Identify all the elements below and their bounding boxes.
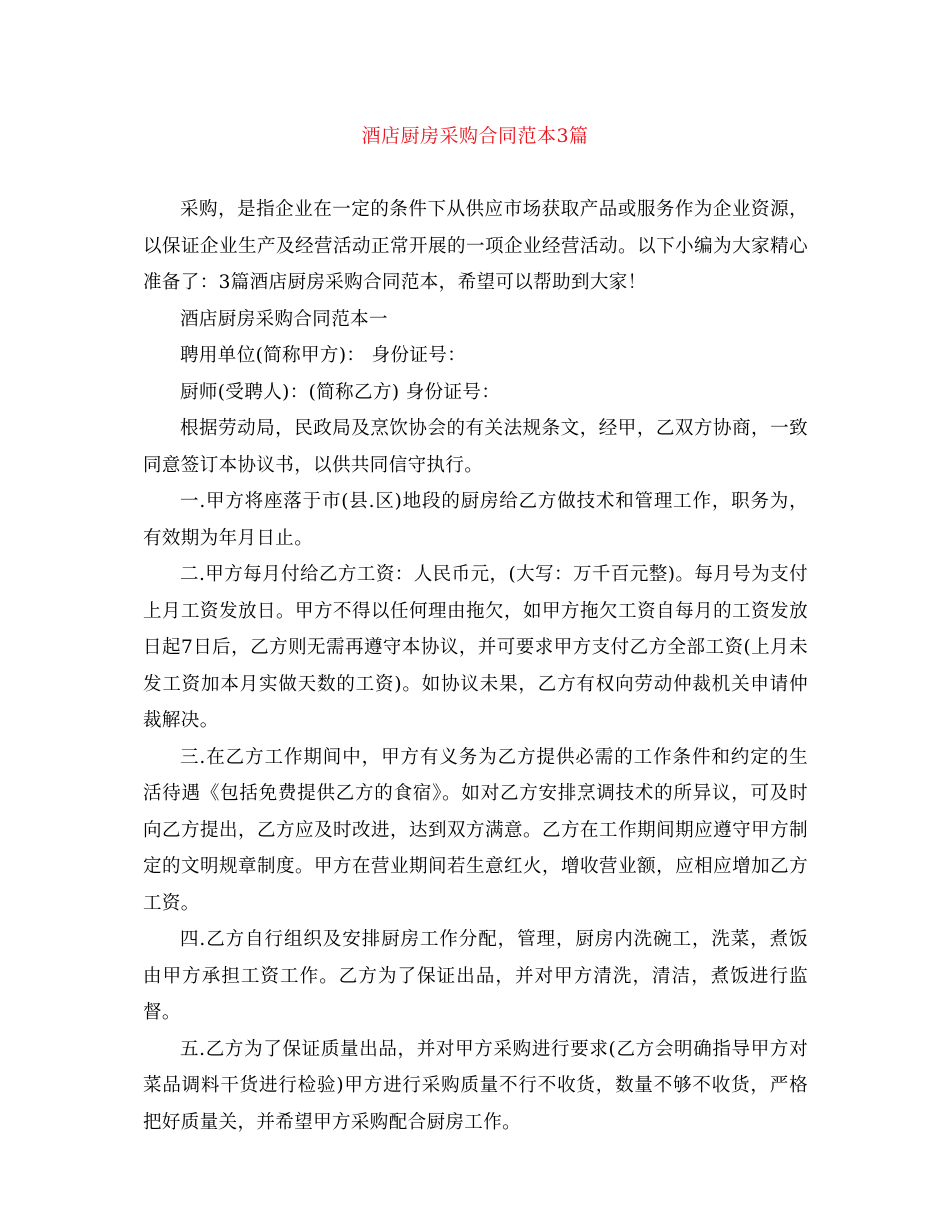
- chef-line: 厨师(受聘人)：(简称乙方) 身份证号：: [180, 381, 501, 403]
- clause-3: 三.在乙方工作期间中，甲方有义务为乙方提供必需的工作条件和约定的生活待遇《包括免费提供乙方的食宿》。如对乙方安排烹调技术的所异议，可及时向乙方提出，乙方应及时改进，达到双方满意。乙方在工作期间期应遵守甲方制定的文明规章制度。甲方在营业期间若生意红火，增收营业额，应相应增加乙方工资。: [143, 746, 808, 914]
- document-body: [143, 192, 808, 1141]
- contract-heading: 酒店厨房采购合同范本一: [180, 308, 388, 330]
- clause-1: 一.甲方将座落于市(县.区)地段的厨房给乙方做技术和管理工作，职务为，有效期为年月日止。: [143, 491, 808, 549]
- clause-2: 二.甲方每月付给乙方工资：人民币元，(大写：万千百元整)。每月号为支付上月工资发放日。甲方不得以任何理由拖欠，如甲方拖欠工资自每月的工资发放日起7日后，乙方则无需再遵守本协议，并可要求甲方支付乙方全部工资(上月未发工资加本月实做天数的工资)。如协议未果，乙方有权向劳动仲裁机关申请仲裁解决。: [143, 564, 808, 731]
- employer-line: 聘用单位(简称甲方)： 身份证号：: [180, 345, 467, 366]
- intro-paragraph: 采购，是指企业在一定的条件下从供应市场获取产品或服务作为企业资源，以保证企业生产及经营活动正常开展的一项企业经营活动。以下小编为大家精心准备了：3篇酒店厨房采购合同范本，希望可以帮助到大家！: [143, 199, 808, 293]
- clause-5: 五.乙方为了保证质量出品，并对甲方采购进行要求(乙方会明确指导甲方对菜品调料干货进行检验)甲方进行采购质量不行不收货，数量不够不收货，严格把好质量关，并希望甲方采购配合厨房工作。: [143, 1038, 808, 1133]
- clause-4: 四.乙方自行组织及安排厨房工作分配，管理，厨房内洗碗工，洗菜，煮饭由甲方承担工资工作。乙方为了保证出品，并对甲方清洗，清洁，煮饭进行监督。: [143, 929, 808, 1023]
- preamble-paragraph: 根据劳动局，民政局及烹饮协会的有关法规条文，经甲，乙双方协商，一致同意签订本协议书，以供共同信守执行。: [143, 418, 808, 476]
- document-title: 酒店厨房采购合同范本3篇: [361, 125, 589, 147]
